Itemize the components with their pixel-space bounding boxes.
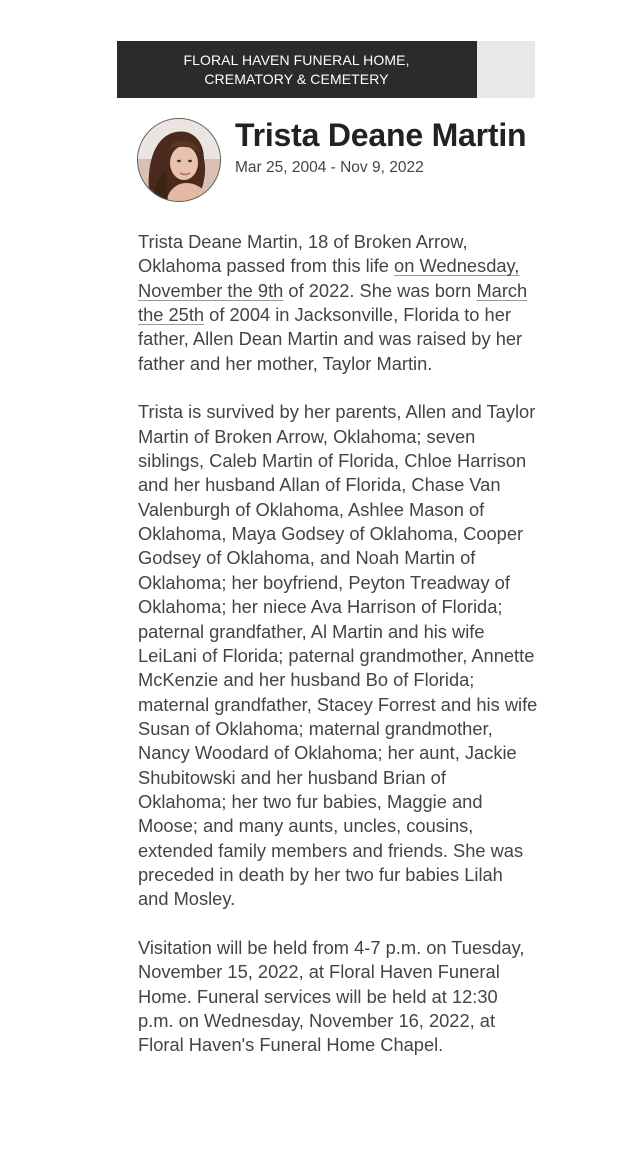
banner-side-panel (477, 41, 535, 98)
birth-date-link[interactable]: March the 25th (138, 279, 528, 326)
avatar (137, 118, 221, 202)
obituary-paragraph-1 (138, 230, 538, 376)
obituary-text-segment: of 2022. She was born (283, 279, 477, 301)
obituary-paragraph-3: Visitation will be held from 4-7 p.m. on Tuesday, November 15, 2022, at Floral Haven Funeral Home. Funeral services will be held at 12:30 p.m. on Wednesday, November 16, 2022, at Floral Haven's Funeral Home Chapel. (138, 936, 525, 1056)
obituary-text-segment: of 2004 in Jacksonville, Florida to her father, Allen Dean Martin and was raised by her father and her mother, Taylor Martin. (138, 304, 523, 374)
banner-line-2: CREMATORY & CEMETERY (204, 70, 389, 87)
death-date-link[interactable]: on Wednesday, November the 9th (138, 255, 520, 301)
funeral-home-banner (117, 41, 535, 98)
banner-line-1: FLORAL HAVEN FUNERAL HOME, (183, 51, 410, 68)
banner-title (117, 41, 476, 98)
obituary-text-segment: Trista Deane Martin, 18 of Broken Arrow, Oklahoma passed from this life (138, 231, 468, 277)
life-dates: Mar 25, 2004 - Nov 9, 2022 (235, 159, 424, 176)
portrait-photo (138, 119, 221, 202)
obituary-paragraph-2: Trista is survived by her parents, Allen and Taylor Martin of Broken Arrow, Oklahoma; seven siblings, Caleb Martin of Florida, Chloe Harrison and her husband Allan of Florida, Chase Van Valenburgh of Oklahoma, Ashlee Mason of Oklahoma, Maya Godsey of Oklahoma, Cooper Godsey of Oklahoma, and Noah Martin of Oklahoma; her boyfriend, Peyton Treadway of Oklahoma; her niece Ava Harrison of Florida; paternal grandfather, Al Martin and his wife LeiLani of Florida; paternal grandmother, Annette McKenzie and her husband Bo of Florida; maternal grandfather, Stacey Forrest and his wife Susan of Oklahoma; maternal grandmother, Nancy Woodard of Oklahoma; her aunt, Jackie Shubitowski and her husband Brian of Oklahoma; her two fur babies, Maggie and Moose; and many aunts, uncles, cousins, extended family members and friends. She was preceded in death by her two fur babies Lilah and Mosley. (138, 401, 538, 910)
obituary-text (138, 230, 538, 1082)
person-name: Trista Deane Martin (235, 117, 527, 153)
